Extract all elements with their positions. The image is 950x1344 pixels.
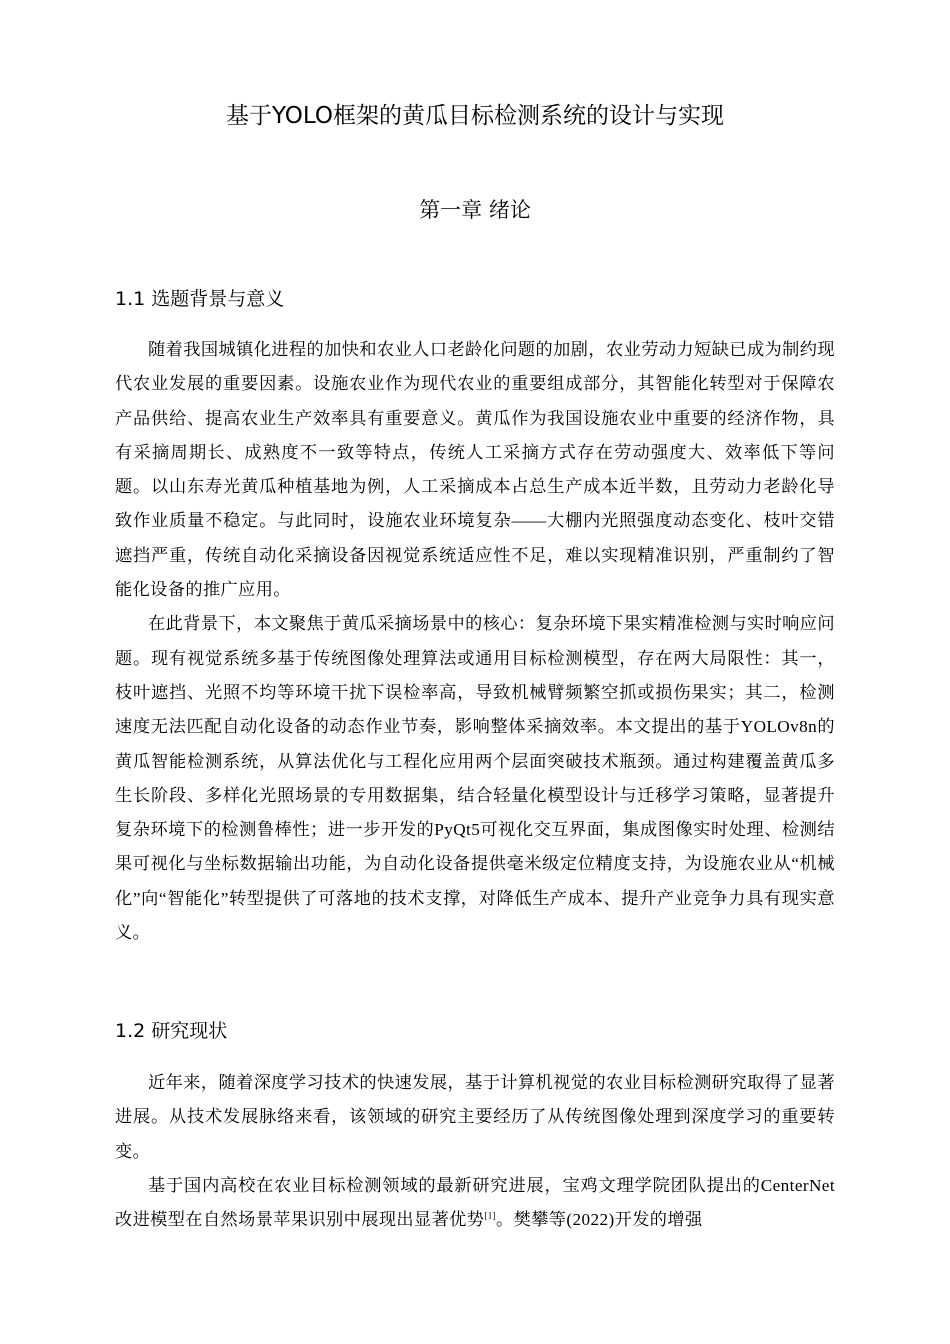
chapter-title: 第一章 绪论 bbox=[419, 198, 531, 222]
paragraph-text: 。樊攀等(2022)开发的增强 bbox=[496, 1210, 703, 1230]
paragraph-text: 基于国内高校在农业目标检测领域的最新研究进展，宝鸡文理学院团队提出的CenterNet改进模型在自然场景苹果识别中展现出显著优势 bbox=[115, 1175, 835, 1230]
paragraph: 随着我国城镇化进程的加快和农业人口老龄化问题的加剧，农业劳动力短缺已成为制约现代农业发展的重要因素。设施农业作为现代农业的重要组成部分，其智能化转型对于保障农产品供给、提高农业生产效率具有重要意义。黄瓜作为我国设施农业中重要的经济作物，具有采摘周期长、成熟度不一致等特点，传统人工采摘方式存在劳动强度大、效率低下等问题。以山东寿光黄瓜种植基地为例，人工采摘成本占总生产成本近半数，且劳动力老龄化导致作业质量不稳定。与此同时，设施农业环境复杂——大棚内光照强度动态变化、枝叶交错遮挡严重，传统自动化采摘设备因视觉系统适应性不足，难以实现精准识别，严重制约了智能化设备的推广应用。 bbox=[115, 340, 835, 600]
paragraph-with-citation bbox=[115, 1169, 835, 1238]
section-heading-1-1: 1.1 选题背景与意义 bbox=[115, 288, 285, 310]
section-1-1-body bbox=[115, 333, 835, 950]
section-1-2-body bbox=[115, 1066, 835, 1237]
section-heading-1-2: 1.2 研究现状 bbox=[115, 1020, 228, 1042]
paragraph: 近年来，随着深度学习技术的快速发展，基于计算机视觉的农业目标检测研究取得了显著进展。从技术发展脉络来看，该领域的研究主要经历了从传统图像处理到深度学习的重要转变。 bbox=[115, 1073, 835, 1161]
paragraph: 在此背景下，本文聚焦于黄瓜采摘场景中的核心：复杂环境下果实精准检测与实时响应问题。现有视觉系统多基于传统图像处理算法或通用目标检测模型，存在两大局限性：其一，枝叶遮挡、光照不均等环境干扰下误检率高，导致机械臂频繁空抓或损伤果实；其二，检测速度无法匹配自动化设备的动态作业节奏，影响整体采摘效率。本文提出的基于YOLOv8n的黄瓜智能检测系统，从算法优化与工程化应用两个层面突破技术瓶颈。通过构建覆盖黄瓜多生长阶段、多样化光照场景的专用数据集，结合轻量化模型设计与迁移学习策略，显著提升复杂环境下的检测鲁棒性；进一步开发的PyQt5可视化交互界面，集成图像实时处理、检测结果可视化与坐标数据输出功能，为自动化设备提供毫米级定位精度支持，为设施农业从“机械化”向“智能化”转型提供了可落地的技术支撑，对降低生产成本、提升产业竞争力具有现实意义。 bbox=[115, 614, 835, 943]
document-title: 基于YOLO框架的黄瓜目标检测系统的设计与实现 bbox=[226, 103, 724, 129]
citation-reference[interactable]: [1] bbox=[484, 1210, 497, 1221]
